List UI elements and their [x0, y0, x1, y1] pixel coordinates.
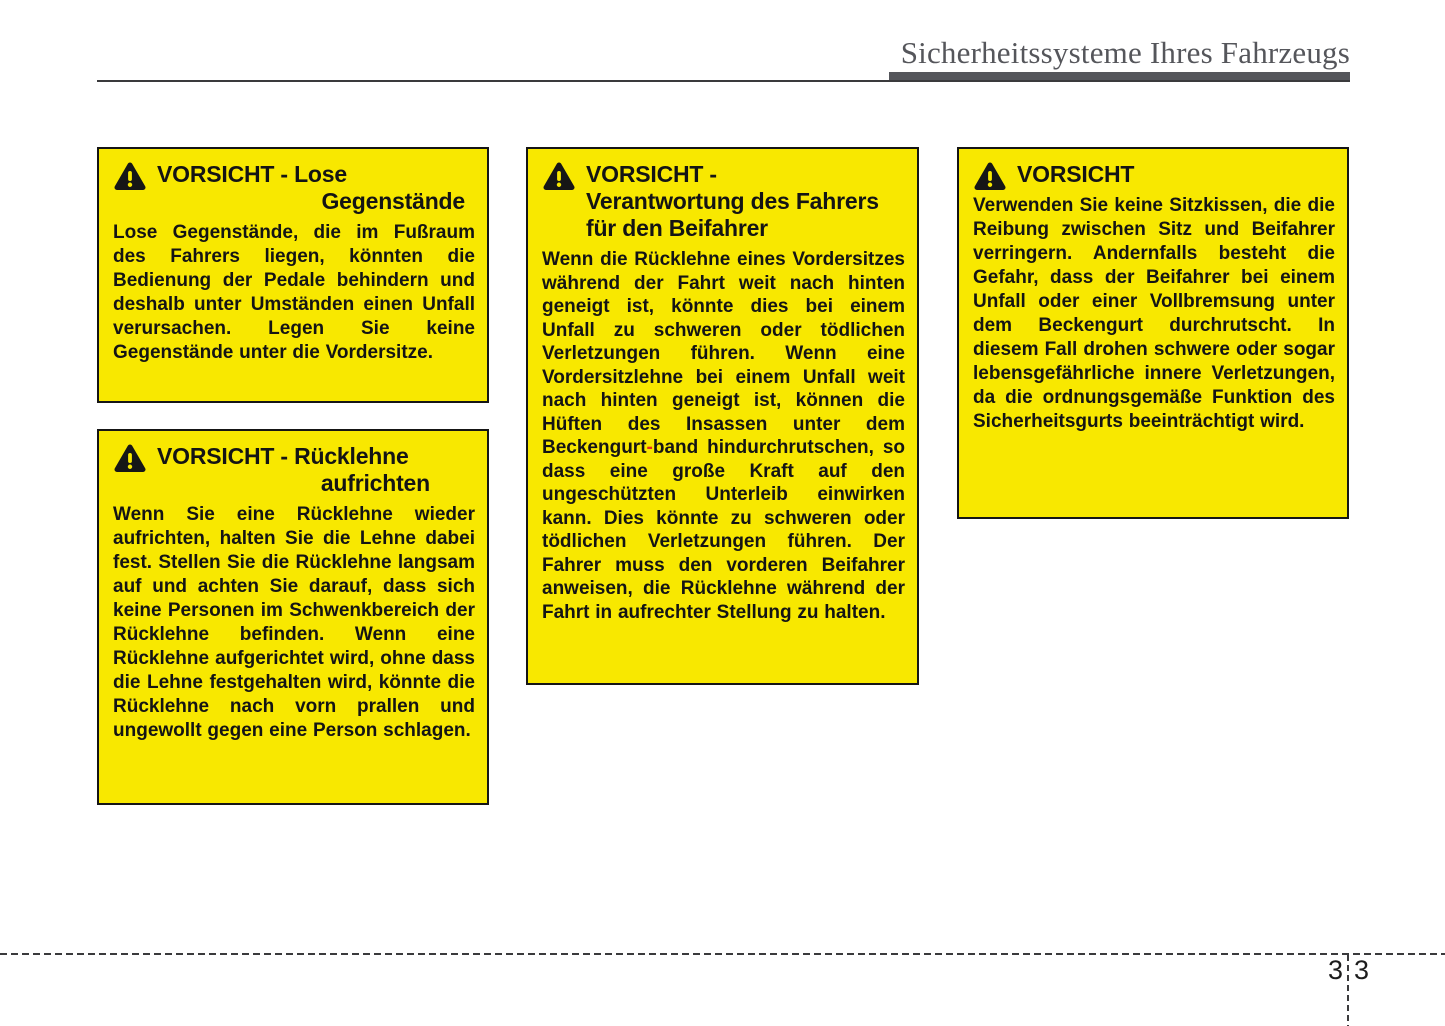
- warning-body: Verwenden Sie keine Sitzkissen, die die Reibung zwischen Sitz und Beifahrer verringern. Andernfalls besteht die Gefahr, dass der Beifahrer bei einem Unfall oder einer Vollbremsung unter dem Beckengurt durchrutscht. In diesem Fall drohen schwere oder sogar lebensgefährliche innere Verletzungen, da die ordnungsgemäße Funktion des Sicherheitsgurts beeinträchtigt wird.: [973, 195, 1335, 432]
- warning-heading-line: aufrichten: [320, 470, 430, 496]
- footer-divider-vertical: [1347, 955, 1349, 1026]
- warning-body: [542, 248, 905, 624]
- warning-body: Wenn Sie eine Rücklehne wieder aufrichten, halten Sie die Lehne dabei fest. Stellen Sie die Rücklehne langsam auf und achten Sie darauf, dass sich keine Personen im Schwenkbereich der Rücklehne befinden. Wenn eine Rücklehne aufgerichtet wird, ohne dass die Lehne festgehalten wird, könnte die Rücklehne nach vorn prallen und ungewollt gegen eine Person schlagen.: [113, 504, 475, 741]
- warning-heading-line: VORSICHT: [1017, 161, 1135, 187]
- warning-triangle-icon: [114, 162, 146, 191]
- warning-triangle-icon: [974, 162, 1006, 191]
- warning-heading-line: für den Beifahrer: [586, 215, 768, 241]
- warning-heading-line: Gegenstände: [321, 188, 465, 214]
- warning-box-verantwortung-des-fahrers: [526, 147, 919, 685]
- warning-body-text: Wenn die Rücklehne eines Vordersitzes während der Fahrt weit nach hinten geneigt ist, könnte dies bei einem Unfall zu schweren oder tödlichen Verletzungen führen. Wenn eine Vordersitzlehne bei einem Unfall weit nach hinten geneigt ist, können die Hüften des Insassen unter dem Beckengurt: [542, 249, 905, 458]
- warning-body: Lose Gegenstände, die im Fußraum des Fahrers liegen, könnten die Bedienung der Pedale behindern und deshalb unter Umständen einen Unfall verursachen. Legen Sie keine Gegenstände unter die Vordersitze.: [113, 222, 475, 363]
- warning-heading-line: VORSICHT - Lose: [157, 161, 347, 187]
- warning-heading: [973, 161, 1335, 188]
- warning-box-lose-gegenstaende: [97, 147, 489, 403]
- red-hyphen: -: [646, 437, 653, 458]
- warning-triangle-icon: [543, 162, 575, 191]
- page-number: 3: [1354, 955, 1370, 985]
- warning-heading: [113, 443, 475, 497]
- warning-box-ruecklehne-aufrichten: [97, 429, 489, 805]
- warning-triangle-icon: [114, 444, 146, 473]
- footer-dashed-rule: [0, 953, 1445, 955]
- warning-body-text: band hindurchrutschen, so dass eine große Kraft auf den ungeschützten Unterleib einwirken kann. Dies könnte zu schweren oder tödlichen Verletzungen führen. Der Fahrer muss den vorderen Beifahrer anweisen, die Rücklehne während der Fahrt in aufrechter Stellung zu halten.: [542, 437, 905, 623]
- chapter-number: 3: [1327, 955, 1343, 985]
- warning-heading-line: VORSICHT - Rücklehne: [157, 443, 409, 469]
- warning-heading: [542, 161, 905, 242]
- warning-heading: [113, 161, 475, 215]
- page-title: Sicherheitssysteme Ihres Fahrzeugs: [900, 35, 1350, 70]
- header-rule: [97, 80, 1350, 82]
- warning-heading-line: VORSICHT -: [586, 161, 717, 187]
- warning-box-sitzkissen: [957, 147, 1349, 519]
- warning-heading-line: Verantwortung des Fahrers: [586, 188, 879, 214]
